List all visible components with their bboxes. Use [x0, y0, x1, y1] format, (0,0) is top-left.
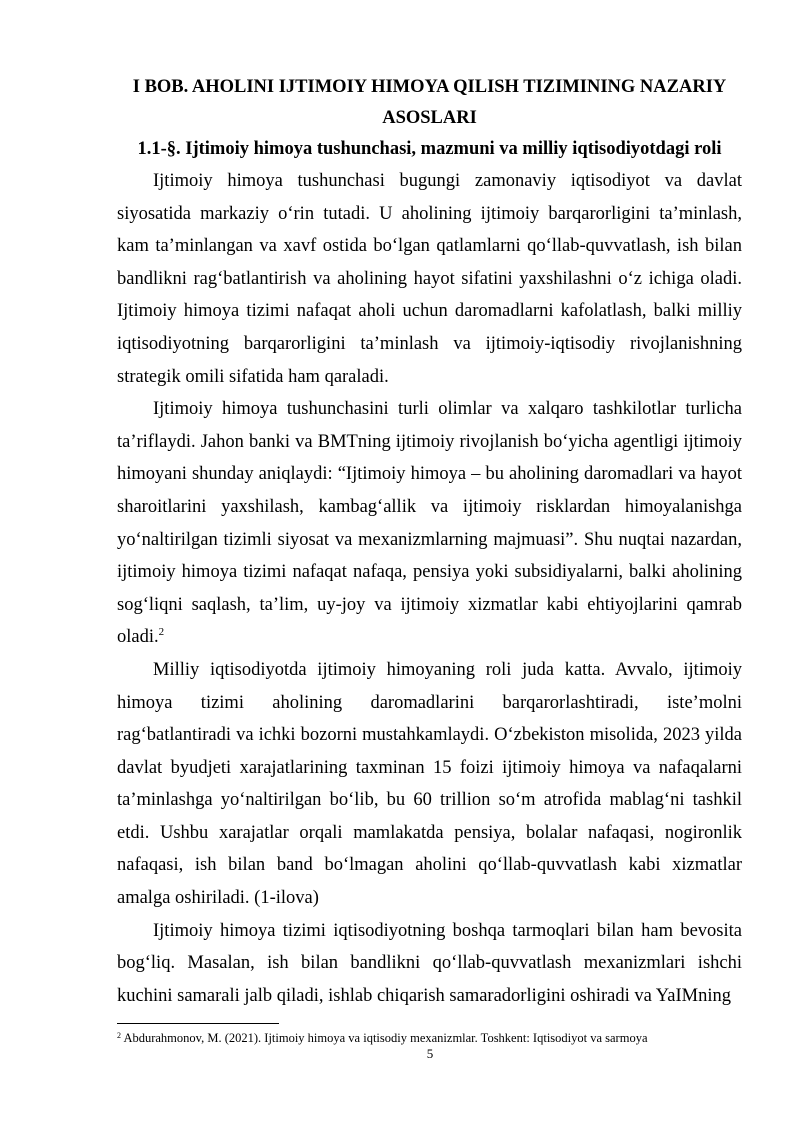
paragraph: [117, 654, 742, 915]
chapter-title: I BOB. AHOLINI IJTIMOIY HIMOYA QILISH TIZIMINING NAZARIY ASOSLARI: [132, 77, 727, 128]
paragraph-text: Ijtimoiy himoya tizimi iqtisodiyotning boshqa tarmoqlari bilan ham bevosita bogʻliq. Masalan, ish bilan bandlikni qoʻllab-quvvatlash mexanizmlari ishchi kuchini samarali jalb qiladi, ishlab chiqarish samaradorligini oshiradi va YaIMning: [117, 920, 742, 1006]
footnote-divider: [117, 1023, 279, 1024]
paragraph: [117, 165, 742, 393]
page-body: [117, 72, 742, 1012]
section-title: 1.1-§. Ijtimoiy himoya tushunchasi, mazmuni va milliy iqtisodiyotdagi roli: [137, 139, 722, 159]
paragraph: [117, 915, 742, 1013]
paragraph-text: Milliy iqtisodiyotda ijtimoiy himoyaning roli juda katta. Avvalo, ijtimoiy himoya tizimi aholining daromadlarini barqarorlashtiradi, isteʼmolni ragʻbatlantiradi va ichki bozorni mustahkamlaydi. Oʻzbekiston misolida, 2023 yilda davlat byudjeti xarajatlarining taxminan 15 foizi ijtimoiy himoya va nafaqalarni taʼminlashga yoʻnaltirilgan boʻlib, bu 60 trillion soʻm atrofida mablagʻni tashkil etdi. Ushbu xarajatlar orqali mamlakatda pensiya, bolalar nafaqasi, nogironlik nafaqasi, ish bilan band boʻlmagan aholini qoʻllab-quvvatlash kabi xizmatlar amalga oshiriladi. (1-ilova): [117, 659, 742, 909]
footnote-text: Abdurahmonov, M. (2021). Ijtimoiy himoya va iqtisodiy mexanizmlar. Toshkent: Iqtisodiyot va sarmoya: [123, 1031, 648, 1045]
footnote-number: 2: [117, 1031, 121, 1040]
paragraph-text: Ijtimoiy himoya tushunchasini turli olimlar va xalqaro tashkilotlar turlicha taʼriflaydi. Jahon banki va BMTning ijtimoiy rivojlanish boʻyicha agentligi ijtimoiy himoyani shunday aniqlaydi: “Ijtimoiy himoya – bu aholining daromadlari va hayot sharoitlarini yaxshilash, kambagʻallik va ijtimoiy risklardan himoyalanishga yoʻnaltirilgan tizimli siyosat va mexanizmlarning majmuasi”. Shu nuqtai nazardan, ijtimoiy himoya tizimi nafaqat nafaqa, pensiya yoki subsidiyalarni, balki aholining sogʻliqni saqlash, taʼlim, uy-joy va ijtimoiy xizmatlar kabi ehtiyojlarini qamrab oladi.: [117, 399, 742, 648]
page-number: 5: [426, 1046, 434, 1061]
paragraph-text: Ijtimoiy himoya tushunchasi bugungi zamonaviy iqtisodiyot va davlat siyosatida markaziy oʻrin tutadi. U aholining ijtimoiy barqarorligini taʼminlash, kam taʼminlangan va xavf ostida boʻlgan qatlamlarni qoʻllab-quvvatlash, ish bilan bandlikni ragʻbatlantirish va aholining hayot sifatini yaxshilashni oʻz ichiga oladi. Ijtimoiy himoya tizimi nafaqat aholi uchun daromadlarni kafolatlash, balki milliy iqtisodiyotning barqarorligini taʼminlash va ijtimoiy-iqtisodiy rivojlanishning strategik omili sifatida ham qaraladi.: [117, 171, 742, 387]
footnote: [117, 1031, 742, 1046]
footnote-reference[interactable]: 2: [158, 626, 165, 639]
paragraph: [117, 393, 742, 654]
